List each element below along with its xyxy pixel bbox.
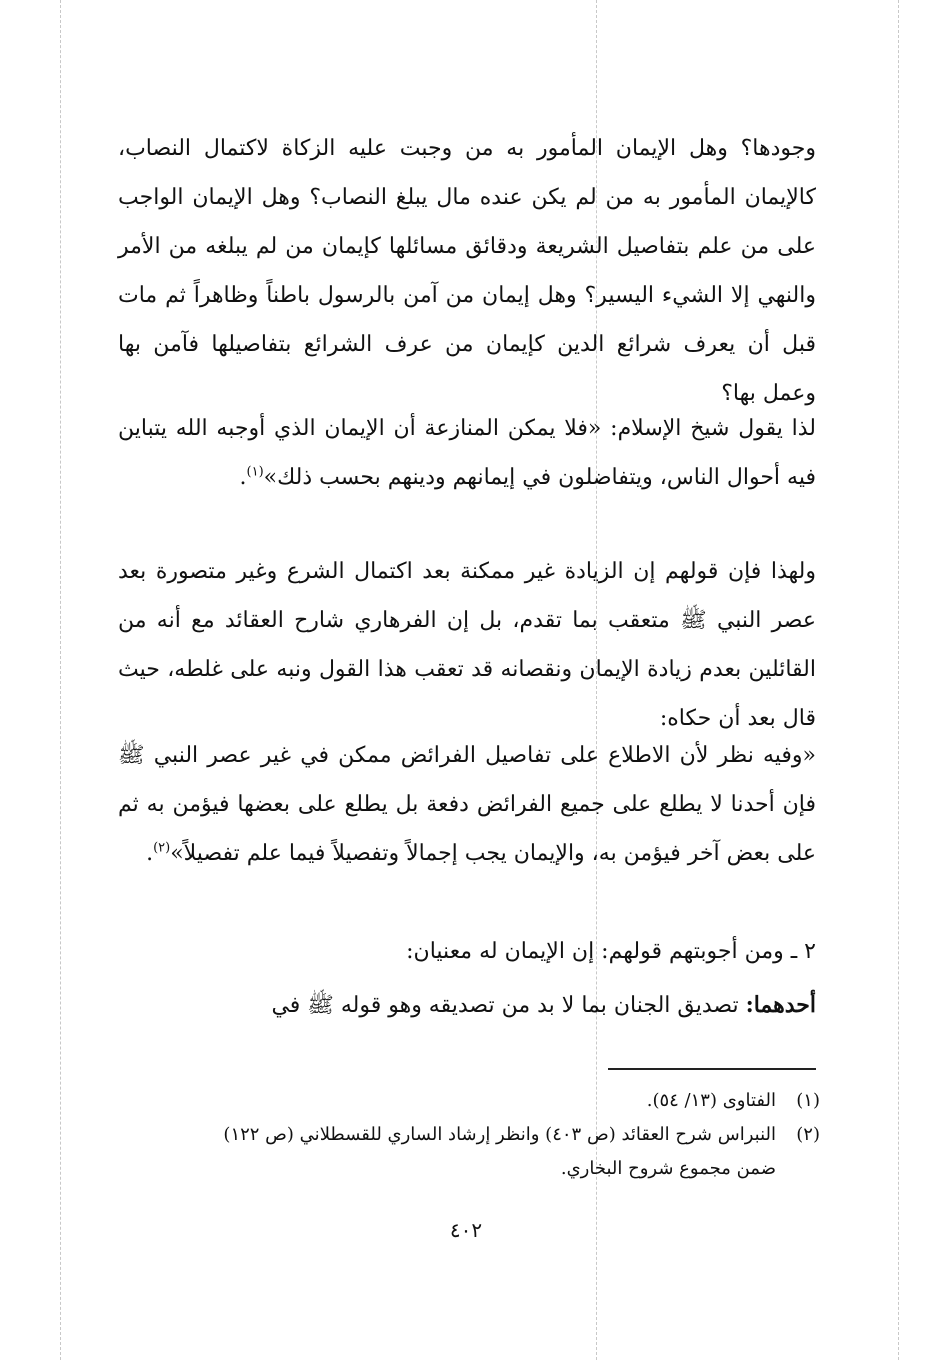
footnote-1	[118, 1084, 820, 1118]
scan-artifact	[898, 0, 899, 1360]
footnote-2	[118, 1118, 820, 1186]
footnote-divider	[608, 1068, 816, 1070]
body-paragraph-2	[118, 404, 816, 502]
footnote-ref[interactable]: (١)	[246, 464, 264, 480]
paragraph-text: وجودها؟ وهل الإيمان المأمور به من وجبت عليه الزكاة لاكتمال النصاب، كالإيمان المأمور به من لم يكن عنده مال يبلغ النصاب؟ وهل الإيمان الواجب على من علم بتفاصيل الشريعة ودقائق مسائلها كإيمان من لم يبلغه من الأمر والنهي إلا الشيء اليسير؟ وهل إيمان من آمن بالرسول باطناً وظاهراً ثم مات قبل أن يعرف شرائع الدين كإيمان من عرف الشرائع بتفاصيلها فآمن بها وعمل بها؟	[118, 136, 816, 406]
footnote-ref[interactable]: (٢)	[153, 840, 171, 856]
body-paragraph-5	[118, 927, 816, 976]
sentence-end: .	[146, 841, 154, 866]
quote-text: لذا يقول شيخ الإسلام: «فلا يمكن المنازعة أن الإيمان الذي أوجبه الله يتباين فيه أحوال الناس، ويتفاضلون في إيمانهم ودينهم بحسب ذلك»	[118, 416, 816, 490]
footnotes	[118, 1084, 820, 1186]
footnote-continuation: ضمن مجموع شروح البخاري.	[560, 1158, 776, 1179]
scan-artifact	[60, 0, 61, 1360]
page-number: ٤٠٢	[449, 1218, 483, 1242]
sentence-end: .	[239, 465, 247, 490]
footnote-text: الفتاوى (١٣/ ٥٤).	[646, 1090, 776, 1111]
paragraph-lead: أحدهما:	[745, 992, 816, 1018]
quote-text: «وفيه نظر لأن الاطلاع على تفاصيل الفرائض ممكن في غير عصر النبي ﷺ فإن أحدنا لا يطلع على جميع الفرائض دفعة بل يطلع على بعضها فيؤمن به ثم على بعض آخر فيؤمن به، والإيمان يجب إجمالاً وتفصيلاً فيما علم تفصيلاً»	[118, 743, 816, 866]
body-paragraph-1	[118, 124, 816, 418]
body-paragraph-6	[118, 981, 816, 1030]
footnote-number: (١)	[796, 1090, 820, 1111]
body-paragraph-3	[118, 547, 816, 743]
footnote-text: النبراس شرح العقائد (ص ٤٠٣) وانظر إرشاد الساري للقسطلاني (ص ١٢٢)	[223, 1124, 776, 1145]
paragraph-text: تصديق الجنان بما لا بد من تصديقه وهو قوله ﷺ في	[271, 993, 746, 1018]
body-paragraph-4	[118, 731, 816, 878]
paragraph-text: ٢ ـ ومن أجوبتهم قولهم: إن الإيمان له معنيان:	[406, 939, 816, 964]
footnote-number: (٢)	[796, 1124, 820, 1145]
paragraph-text: ولهذا فإن قولهم إن الزيادة غير ممكنة بعد اكتمال الشرع وغير متصورة بعد عصر النبي ﷺ متعقب بما تقدم، بل إن الفرهاري شارح العقائد مع أنه من القائلين بعدم زيادة الإيمان ونقصانه قد تعقب هذا القول ونبه على غلطه، حيث قال بعد أن حكاه:	[118, 559, 816, 731]
